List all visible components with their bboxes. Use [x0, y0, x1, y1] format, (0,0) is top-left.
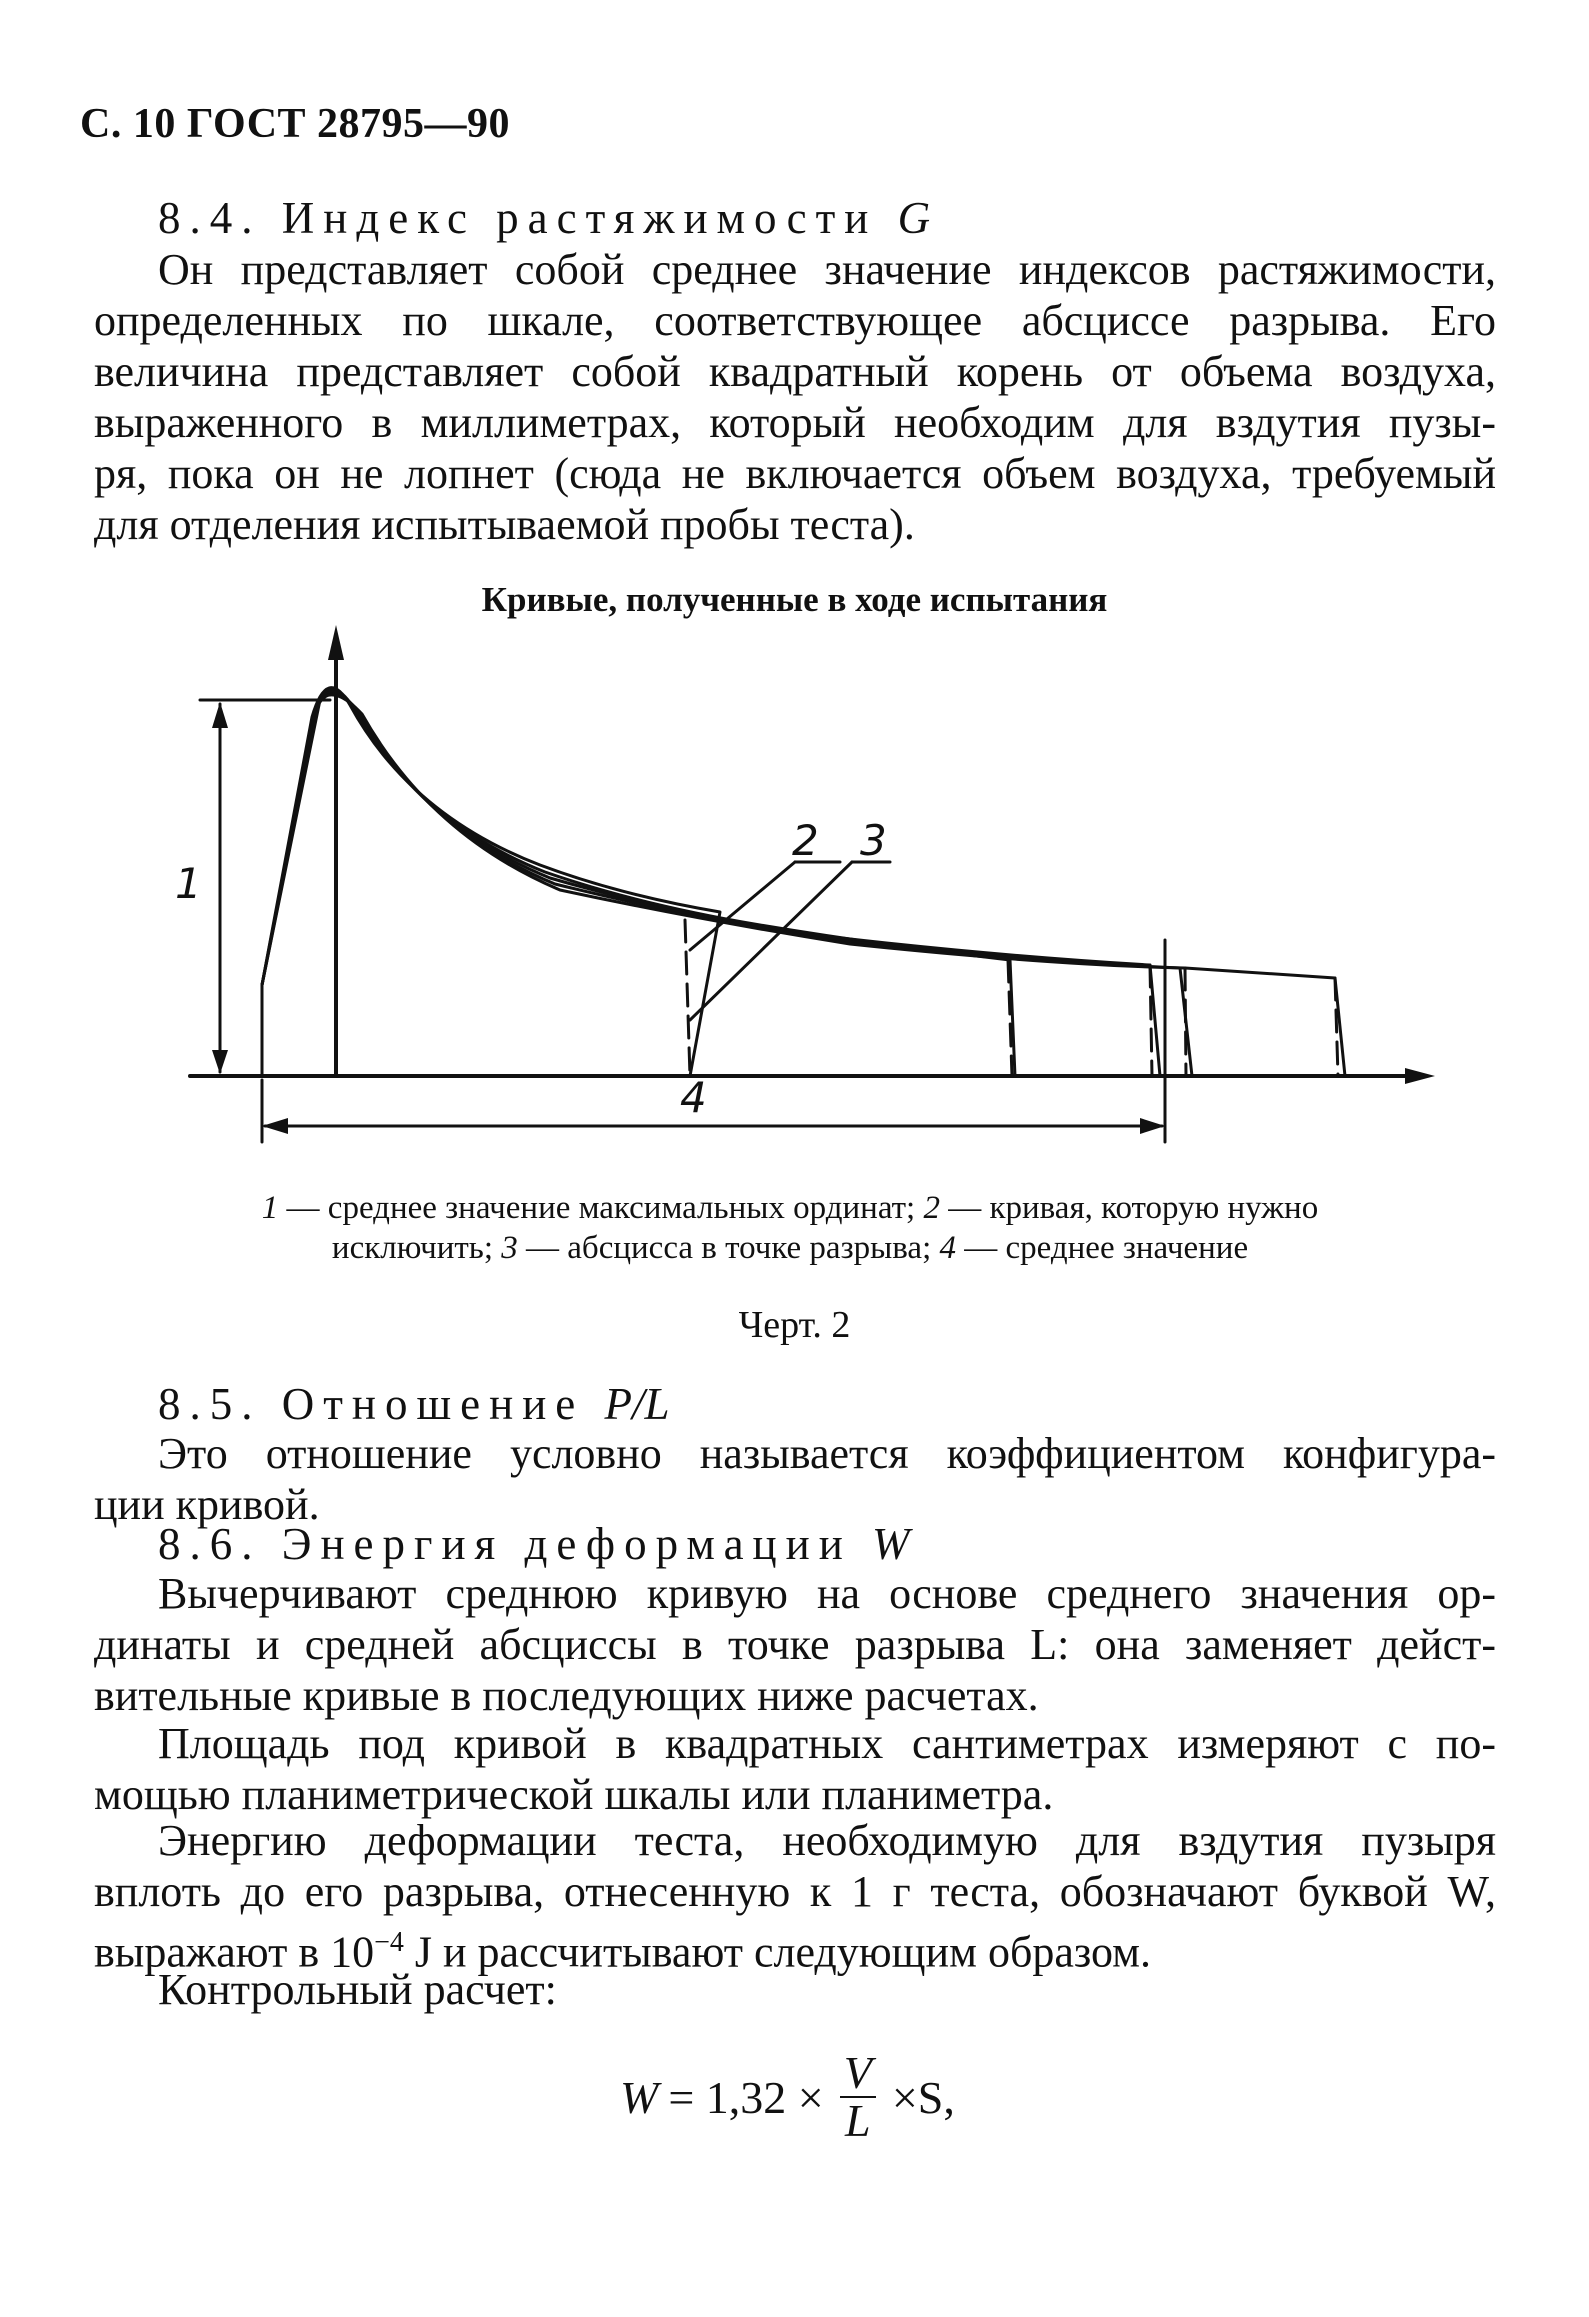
energy-formula	[620, 2047, 955, 2146]
figure-legend	[170, 1188, 1410, 1268]
text-line: динаты и средней абсциссы в точке разрыва L: она заменяет дейст-	[94, 1620, 1496, 1669]
section-symbol: W	[872, 1519, 910, 1569]
test-curve	[262, 694, 1192, 1076]
figure-caption: Черт. 2	[738, 1304, 851, 1346]
x-axis-arrow	[1405, 1068, 1435, 1084]
break-drop-line	[1150, 965, 1152, 1076]
text-line: Контрольный расчет:	[158, 1965, 557, 2014]
section-8-6-paragraph-3	[94, 1815, 1496, 1978]
break-drop-line	[685, 920, 690, 1076]
section-symbol: G	[897, 193, 931, 243]
section-8-5-heading	[158, 1378, 670, 1430]
text-line: вплоть до его разрыва, отнесенную к 1 г теста, обозначают буквой W,	[94, 1867, 1496, 1916]
text-line: мощью планиметрической шкалы или планиметра.	[94, 1770, 1054, 1819]
text-fragment: J и рассчитывают следующим образом.	[403, 1927, 1151, 1977]
leader-line-2	[690, 862, 795, 950]
formula-tail: ×S,	[891, 2071, 955, 2123]
text-line: выраженного в миллиметрах, который необходим для вздутия пузы-	[94, 398, 1496, 447]
figure-title: Кривые, полученные в ходе испытания	[481, 580, 1108, 619]
dimension-4-arrow	[262, 1118, 288, 1134]
test-curve-excluded	[262, 695, 1345, 1076]
legend-text: исключить;	[331, 1230, 502, 1266]
text-line: Вычерчивают среднюю кривую на основе среднего значения ор-	[158, 1569, 1496, 1618]
legend-text: — среднее значение максимальных ординат;	[278, 1190, 924, 1226]
text-line: определенных по шкале, соответствующее абсциссе разрыва. Его	[94, 296, 1496, 345]
page-header: С. 10 ГОСТ 28795—90	[80, 101, 511, 147]
dimension-4-arrow	[1140, 1118, 1165, 1134]
section-8-4-heading	[158, 192, 930, 244]
formula-numerator: V	[840, 2050, 876, 2098]
text-line: ции кривой.	[94, 1480, 320, 1529]
text-line: Он представляет собой среднее значение индексов растяжимости,	[158, 245, 1496, 294]
section-title: Отношение	[281, 1379, 585, 1429]
section-title: Индекс растяжимости	[281, 193, 878, 243]
text-line: Площадь под кривой в квадратных сантиметрах измеряют с по-	[158, 1719, 1496, 1768]
text-line: для отделения испытываемой пробы теста).	[94, 500, 915, 549]
dimension-1-arrow	[212, 1050, 228, 1074]
test-curve	[262, 688, 720, 1076]
label-3: 3	[860, 816, 887, 865]
section-8-6-paragraph-1	[94, 1568, 1496, 1721]
legend-num: 2	[923, 1190, 940, 1226]
label-2: 2	[792, 816, 819, 865]
section-number: 8.4.	[158, 193, 262, 243]
formula-lhs: W	[620, 2071, 659, 2123]
dimension-1-arrow	[212, 702, 228, 728]
section-title: Энергия деформации	[281, 1519, 852, 1569]
formula-denominator: L	[844, 2095, 871, 2146]
test-curve	[262, 692, 1160, 1076]
legend-num: 3	[501, 1230, 518, 1266]
formula-fraction	[840, 2047, 876, 2146]
section-8-5-paragraph	[94, 1428, 1496, 1530]
text-line: величина представляет собой квадратный корень от объема воздуха,	[94, 347, 1496, 396]
y-axis-arrow	[328, 625, 344, 660]
text-line: вительные кривые в последующих ниже расчетах.	[94, 1671, 1039, 1720]
legend-num: 4	[939, 1230, 956, 1266]
formula-eq: = 1,32 ×	[668, 2071, 824, 2123]
text-fragment: выражают в 10	[94, 1927, 375, 1977]
section-number: 8.6.	[158, 1519, 262, 1569]
section-number: 8.5.	[158, 1379, 262, 1429]
legend-num: 1	[261, 1190, 279, 1226]
section-8-4-paragraph	[94, 244, 1496, 550]
test-curve	[262, 690, 1015, 1076]
section-8-6-paragraph-2	[94, 1718, 1496, 1820]
legend-text: — кривая, которую нужно	[939, 1190, 1319, 1226]
label-4: 4	[680, 1073, 707, 1122]
exponent: −4	[374, 1927, 404, 1958]
text-line: ря, пока он не лопнет (сюда не включается объем воздуха, требуемый	[94, 449, 1496, 498]
break-drop-line	[1185, 968, 1186, 1076]
legend-text: — среднее значение	[956, 1230, 1249, 1266]
text-line: Это отношение условно называется коэффициентом конфигура-	[158, 1429, 1496, 1478]
section-symbol: P/L	[604, 1379, 670, 1429]
control-calculation-label	[94, 1964, 1496, 2015]
section-8-6-heading	[158, 1518, 910, 1570]
test-curves-figure	[0, 620, 1589, 1180]
legend-text: — абсцисса в точке разрыва;	[517, 1230, 940, 1266]
label-1: 1	[175, 859, 202, 908]
text-line: Энергию деформации теста, необходимую для вздутия пузыря	[158, 1816, 1496, 1865]
